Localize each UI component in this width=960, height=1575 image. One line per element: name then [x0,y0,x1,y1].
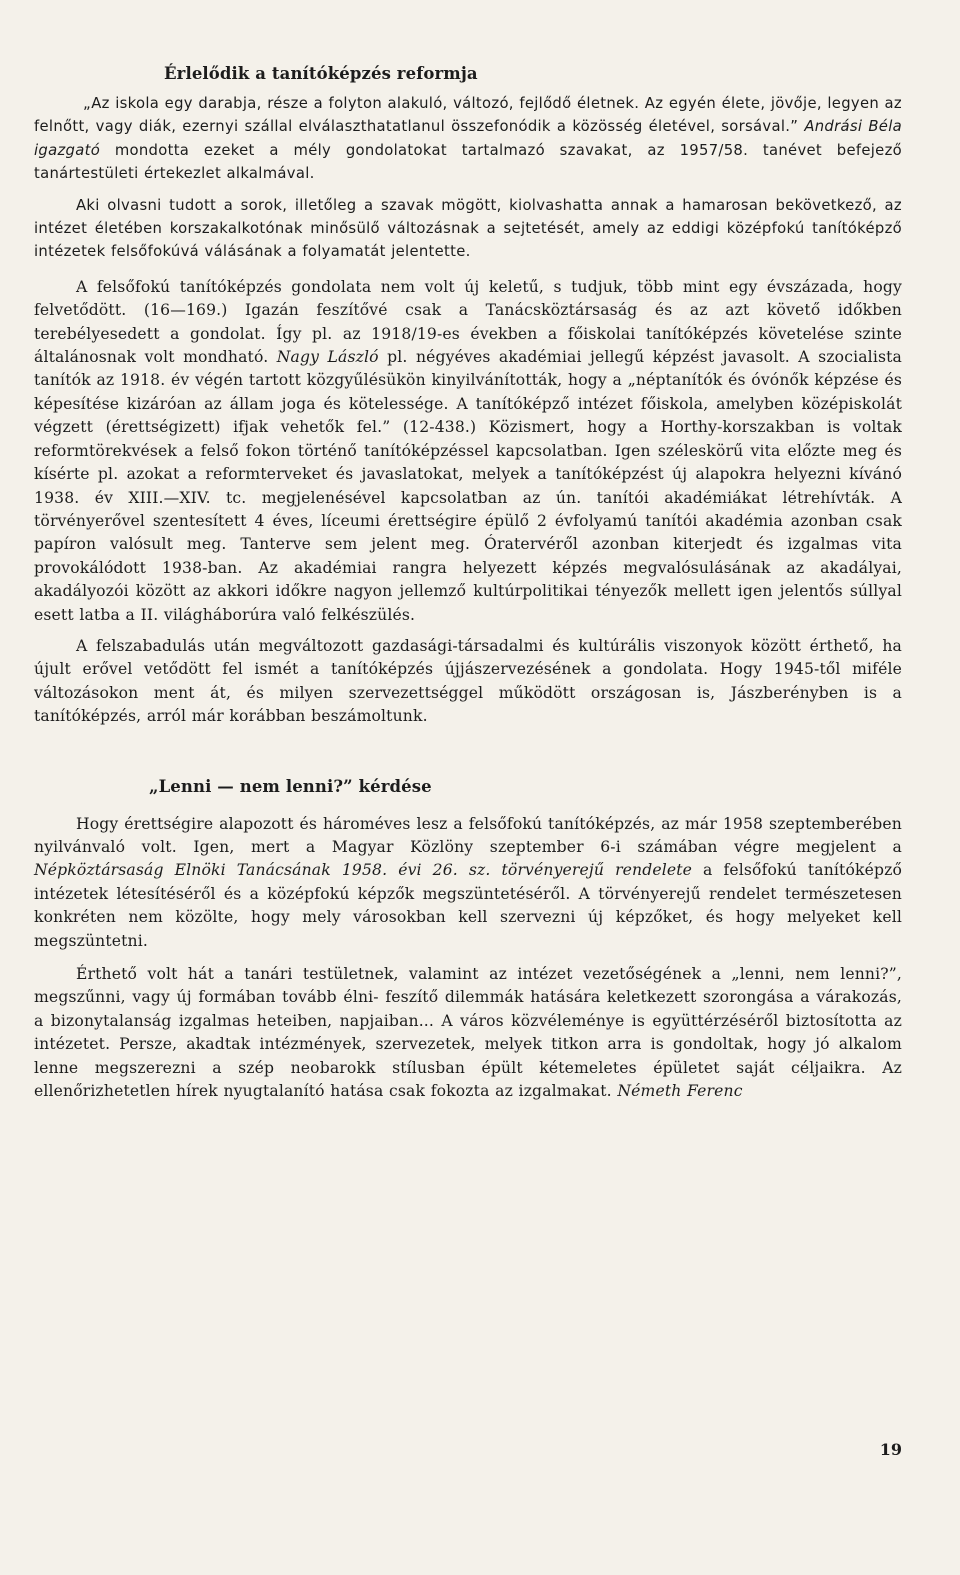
paragraph-6 [34,963,902,1103]
person-name-andrasi-bela: Andrási Béla igazgató [34,118,902,159]
document-page [34,62,902,1552]
paragraph-4: A felszabadulás után megváltozott gazdasági-társadalmi és kultúrális viszonyok között érthető, ha újult erővel vetődött fel ismét a tanítóképzés újjászervezésének a gondolata. Hogy 1945-től miféle változásokon ment át, és milyen szervezettséggel működött országosan is, Jászberényben is a tanítóképzés, arról már korábban beszámoltunk. [34,636,902,726]
section-title-reform: Érlelődik a tanítóképzés reformja [164,64,478,83]
paragraph-1-quote: „Az iskola egy darabja, része a folyton alakuló, változó, fejlődő életnek. Az egyén élete, jövője, legyen az felnőtt, vagy diák, ezernyi szállal elválaszthatatlanul összefonódik a közösség életével, sorsával.” [34,95,902,136]
section-title-lenni-nem-lenni: „Lenni — nem lenni?” kérdése [149,776,432,796]
paragraph-2: Aki olvasni tudott a sorok, illetőleg a szavak mögött, kiolvashatta annak a hamarosan bekövetkező, az intézet életében korszakalkotónak minősülő változásnak a sejtetését, amely az eddigi középfokú tanítóképző intézetek felsőfokúvá válásának a folyamatát jelentette. [34,196,902,261]
paragraph-5-start: Hogy érettségire alapozott és hároméves lesz a felsőfokú tanítóképzés, az már 1958 szeptemberében nyilvánvaló volt. Igen, mert a Magyar Közlöny szeptember 6-i számában végre megjelent a [34,814,902,856]
paragraph-5 [34,813,902,953]
paragraph-5-rest: a felsőfokú tanítóképző intézetek létesítéséről és a középfokú képzők megszüntetéséről. A törvényerejű rendelet természetesen konkréten nem közölte, hogy mely városokban kell szervezni új képzőket, és hogy melyeket kell megszüntetni. [34,861,902,950]
decree-title: Népköztársaság Elnöki Tanácsának 1958. évi 26. sz. törvényerejű rendelete [34,861,693,880]
paragraph-3-start: A felsőfokú tanítóképzés gondolata nem volt új keletű, s tudjuk, több mint egy évszázada, hogy felvetődött. (16—169.) Igazán feszítővé csak a Tanácsköztársaság és az azt követő időkben terebélyesedett a gondolat. Így pl. az 1918/19-es években a főiskolai tanítóképzés követelése szinte általánosnak volt mondható. [34,277,902,367]
paragraph-6-text: Érthető volt hát a tanári testületnek, valamint az intézet vezetőségének a „lenni, nem lenni?”, megszűnni, vagy új formában tovább élni- feszítő dilemmák hatására keletkezett szorongása a várakozás, a bizonytalanság izgalmas heteiben, napjaiban... A város közvéleménye is együttérzéséről biztosította az intézetet. Persze, akadtak intézmények, szervezetek, melyek titkon arra is gondoltak, hogy jó alkalom lenne megszerezni a szép neobarokk stílusban épült kétemeletes épületet saját céljaikra. Az ellenőrizhetetlen hírek nyugtalanító hatása csak fokozta az izgalmakat. [34,965,902,1101]
person-name-nemeth-ferenc: Németh Ferenc [617,1082,743,1101]
paragraph-3 [34,276,902,627]
paragraph-1-rest: mondotta ezeket a mély gondolatokat tartalmazó szavakat, az 1957/58. tanévet befejező tanártestületi értekezlet alkalmával. [34,141,902,183]
person-name-nagy-laszlo: Nagy László [276,348,379,367]
paragraph-1 [34,92,902,186]
paragraph-3-rest: pl. négyéves akadémiai jellegű képzést javasolt. A szocialista tanítók az 1918. év végén tartott közgyűlésükön kinyilvánították, hogy a „néptanítók és óvónők képzése és képesítése kizáróan az állam joga és kötelessége. A tanítóképző intézet főiskola, amelyben középiskolát végzett (érettségizett) ifjak vehetők fel.” (12-438.) Közismert, hogy a Horthy-korszakban is voltak reformtörekvések a felső fokon történő tanítóképzéssel kapcsolatban. Igen széleskörű vita előzte meg és kísérte pl. azokat a reformterveket és javaslatokat, melyek a tanítóképzést új alapokra helyezni kívánó 1938. év XIII.—XIV. tc. megjelenésével kapcsolatban az ún. tanítói akadémiákat létrehívták. A törvényerővel szentesített 4 éves, líceumi érettségire épülő 2 évfolyamú tanítói akadémia azonban csak papíron valósult meg. Tanterve sem jelent meg. Óratervéről azonban kiterjedt és izgalmas vita provokálódott 1938-ban. Az akadémiai rangra helyezett képzés megvalósulásának az akadályai, akadályozói között az akkori időkre nagyon jellemző kultúrpolitikai tényezők mellett igen jelentős súllyal esett latba a II. világháborúra való felkészülés. [34,348,902,624]
page-number: 19 [879,1440,902,1459]
